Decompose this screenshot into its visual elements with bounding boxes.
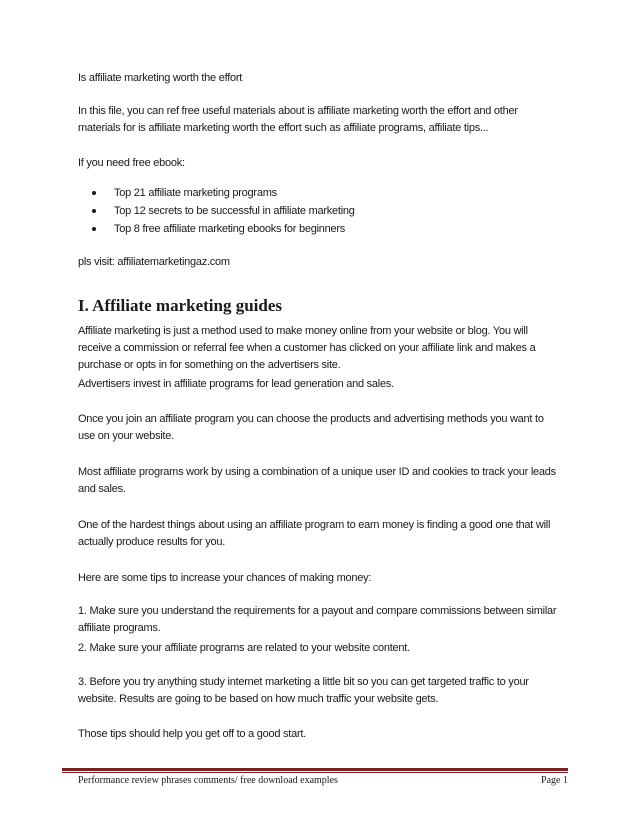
list-item-text: Top 8 free affiliate marketing ebooks for beginners: [114, 223, 346, 235]
paragraph-line: Those tips should help you get off to a good start.: [78, 728, 306, 740]
intro-line-1: In this file, you can ref free useful materials about is affiliate marketing worth the effort and other: [78, 105, 518, 117]
paragraph-line: use on your website.: [78, 430, 174, 442]
paragraph-line: and sales.: [78, 483, 126, 495]
ebook-prompt: If you need free ebook:: [78, 157, 185, 169]
ebook-list: [78, 184, 355, 238]
list-item: [78, 184, 355, 202]
paragraph-line: purchase or opts in for something on the advertisers site.: [78, 359, 341, 371]
bullet-icon: [92, 227, 96, 231]
paragraph: [78, 323, 535, 374]
footer-rule-thick: [62, 768, 568, 771]
list-item-text: Top 12 secrets to be successful in affiliate marketing: [114, 205, 355, 217]
bullet-icon: [92, 191, 96, 195]
paragraph-line: One of the hardest things about using an affiliate program to earn money is finding a good one that will: [78, 519, 551, 531]
paragraph-line: 2. Make sure your affiliate programs are related to your website content.: [78, 642, 410, 654]
footer-rule-thin: [62, 772, 568, 773]
paragraph: [78, 411, 544, 445]
paragraph-line: Affiliate marketing is just a method used to make money online from your website or blog. You will: [78, 325, 528, 337]
section-heading: I. Affiliate marketing guides: [78, 296, 282, 316]
paragraph-line: Here are some tips to increase your chances of making money:: [78, 572, 372, 584]
paragraph-line: Once you join an affiliate program you can choose the products and advertising methods you want to: [78, 413, 544, 425]
paragraph-line: Most affiliate programs work by using a combination of a unique user ID and cookies to track your leads: [78, 466, 556, 478]
intro-line-2: materials for is affiliate marketing worth the effort such as affiliate programs, affiliate tips...: [78, 122, 489, 134]
paragraph: [78, 376, 394, 393]
paragraph: [78, 726, 306, 743]
document-title-line: Is affiliate marketing worth the effort: [78, 72, 243, 84]
list-item: [78, 202, 355, 220]
bullet-icon: [92, 209, 96, 213]
paragraph-line: website. Results are going to be based on how much traffic your website gets.: [78, 693, 439, 705]
paragraph-line: actually produce results for you.: [78, 536, 226, 548]
paragraph-line: affiliate programs.: [78, 622, 161, 634]
paragraph-line: receive a commission or referral fee when a customer has clicked on your affiliate link and makes a: [78, 342, 536, 354]
paragraph: [78, 603, 556, 637]
paragraph: [78, 517, 550, 551]
footer-title: Performance review phrases comments/ free download examples: [78, 775, 338, 786]
list-item: [78, 220, 355, 238]
visit-link-text: pls visit: affiliatemarketingaz.com: [78, 256, 230, 268]
page-number: Page 1: [541, 775, 568, 786]
paragraph-line: Advertisers invest in affiliate programs for lead generation and sales.: [78, 378, 394, 390]
list-item-text: Top 21 affiliate marketing programs: [114, 187, 277, 199]
paragraph: [78, 674, 529, 708]
paragraph: [78, 570, 371, 587]
paragraph: [78, 640, 410, 657]
paragraph-line: 3. Before you try anything study internet marketing a little bit so you can get targeted traffic to your: [78, 676, 529, 688]
paragraph-line: 1. Make sure you understand the requirements for a payout and compare commissions between similar: [78, 605, 557, 617]
paragraph: [78, 464, 556, 498]
